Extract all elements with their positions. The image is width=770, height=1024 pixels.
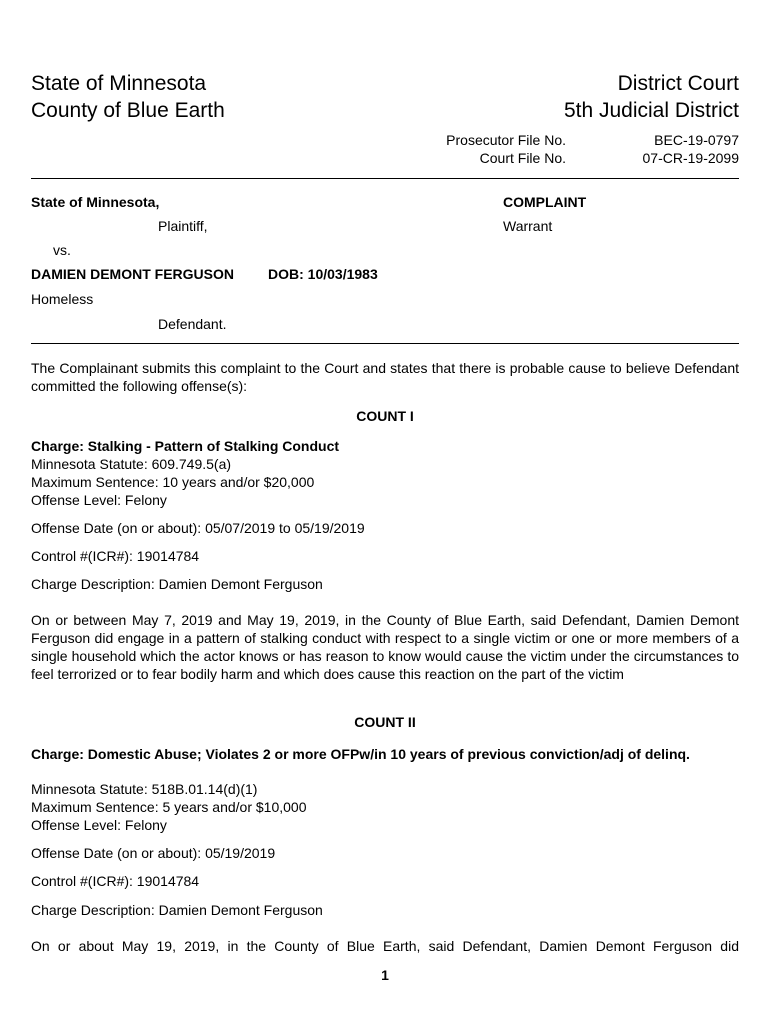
count-1-charge: Charge: Stalking - Pattern of Stalking Conduct (31, 438, 340, 454)
prosecutor-file-value: BEC-19-0797 (654, 132, 739, 148)
count-2-offense-level: Offense Level: Felony (31, 817, 167, 833)
county-title: County of Blue Earth (31, 99, 225, 122)
count-2-description: Charge Description: Damien Demont Ferguson (31, 902, 323, 918)
count-1-offense-date: Offense Date (on or about): 05/07/2019 to 05/19/2019 (31, 520, 365, 536)
defendant-dob: DOB: 10/03/1983 (268, 266, 378, 282)
versus: vs. (53, 242, 71, 258)
count-1-statute: Minnesota Statute: 609.749.5(a) (31, 456, 232, 472)
count-1-control: Control #(ICR#): 19014784 (31, 548, 200, 564)
count-2-max-sentence: Maximum Sentence: 5 years and/or $10,000 (31, 799, 307, 815)
count-2-title: COUNT II (354, 714, 416, 730)
count-2-statute: Minnesota Statute: 518B.01.14(d)(1) (31, 781, 258, 797)
header-divider (31, 178, 739, 179)
count-1-title: COUNT I (356, 408, 414, 424)
count-2-control: Control #(ICR#): 19014784 (31, 873, 200, 889)
court-title: District Court (617, 72, 739, 95)
state-title: State of Minnesota (31, 72, 207, 95)
count-1-offense-level: Offense Level: Felony (31, 492, 167, 508)
count-1-details (31, 437, 739, 509)
document-subtype: Warrant (503, 218, 553, 234)
prosecutor-file-label: Prosecutor File No. (446, 132, 566, 148)
defendant-role: Defendant. (158, 316, 227, 332)
document-type: COMPLAINT (503, 194, 587, 210)
caption-divider (31, 343, 739, 344)
district-title: 5th Judicial District (563, 99, 739, 122)
count-1-narrative: On or between May 7, 2019 and May 19, 2019, in the County of Blue Earth, said Defendant, Damien Demont Ferguson did engage in a pattern of stalking conduct with respect to a single victim or one or more members of a single household which the actor knows or has reason to know would cause the victim under the circumstances to feel terrorized or to fear bodily harm and which does cause this reaction on the part of the victim (31, 612, 739, 682)
court-file-label: Court File No. (479, 150, 566, 166)
court-file-value: 07-CR-19-2099 (642, 150, 739, 166)
defendant-address: Homeless (31, 291, 94, 307)
intro-paragraph: The Complainant submits this complaint to the Court and states that there is probable cause to believe Defendant committed the following offense(s): (31, 360, 739, 394)
complaint-page (31, 0, 739, 1024)
plaintiff-role: Plaintiff, (158, 218, 208, 234)
count-2-narrative: On or about May 19, 2019, in the County of Blue Earth, said Defendant, Damien Demont Ferguson did (31, 938, 739, 954)
defendant-name: DAMIEN DEMONT FERGUSON (31, 266, 234, 282)
count-2-details (31, 780, 739, 834)
count-2-charge: Charge: Domestic Abuse; Violates 2 or more OFPw/in 10 years of previous conviction/adj of delinq. (31, 746, 690, 762)
count-1-max-sentence: Maximum Sentence: 10 years and/or $20,000 (31, 474, 315, 490)
page-number: 1 (381, 967, 389, 983)
plaintiff-name: State of Minnesota, (31, 194, 160, 210)
count-1-description: Charge Description: Damien Demont Ferguson (31, 576, 323, 592)
count-2-offense-date: Offense Date (on or about): 05/19/2019 (31, 845, 276, 861)
